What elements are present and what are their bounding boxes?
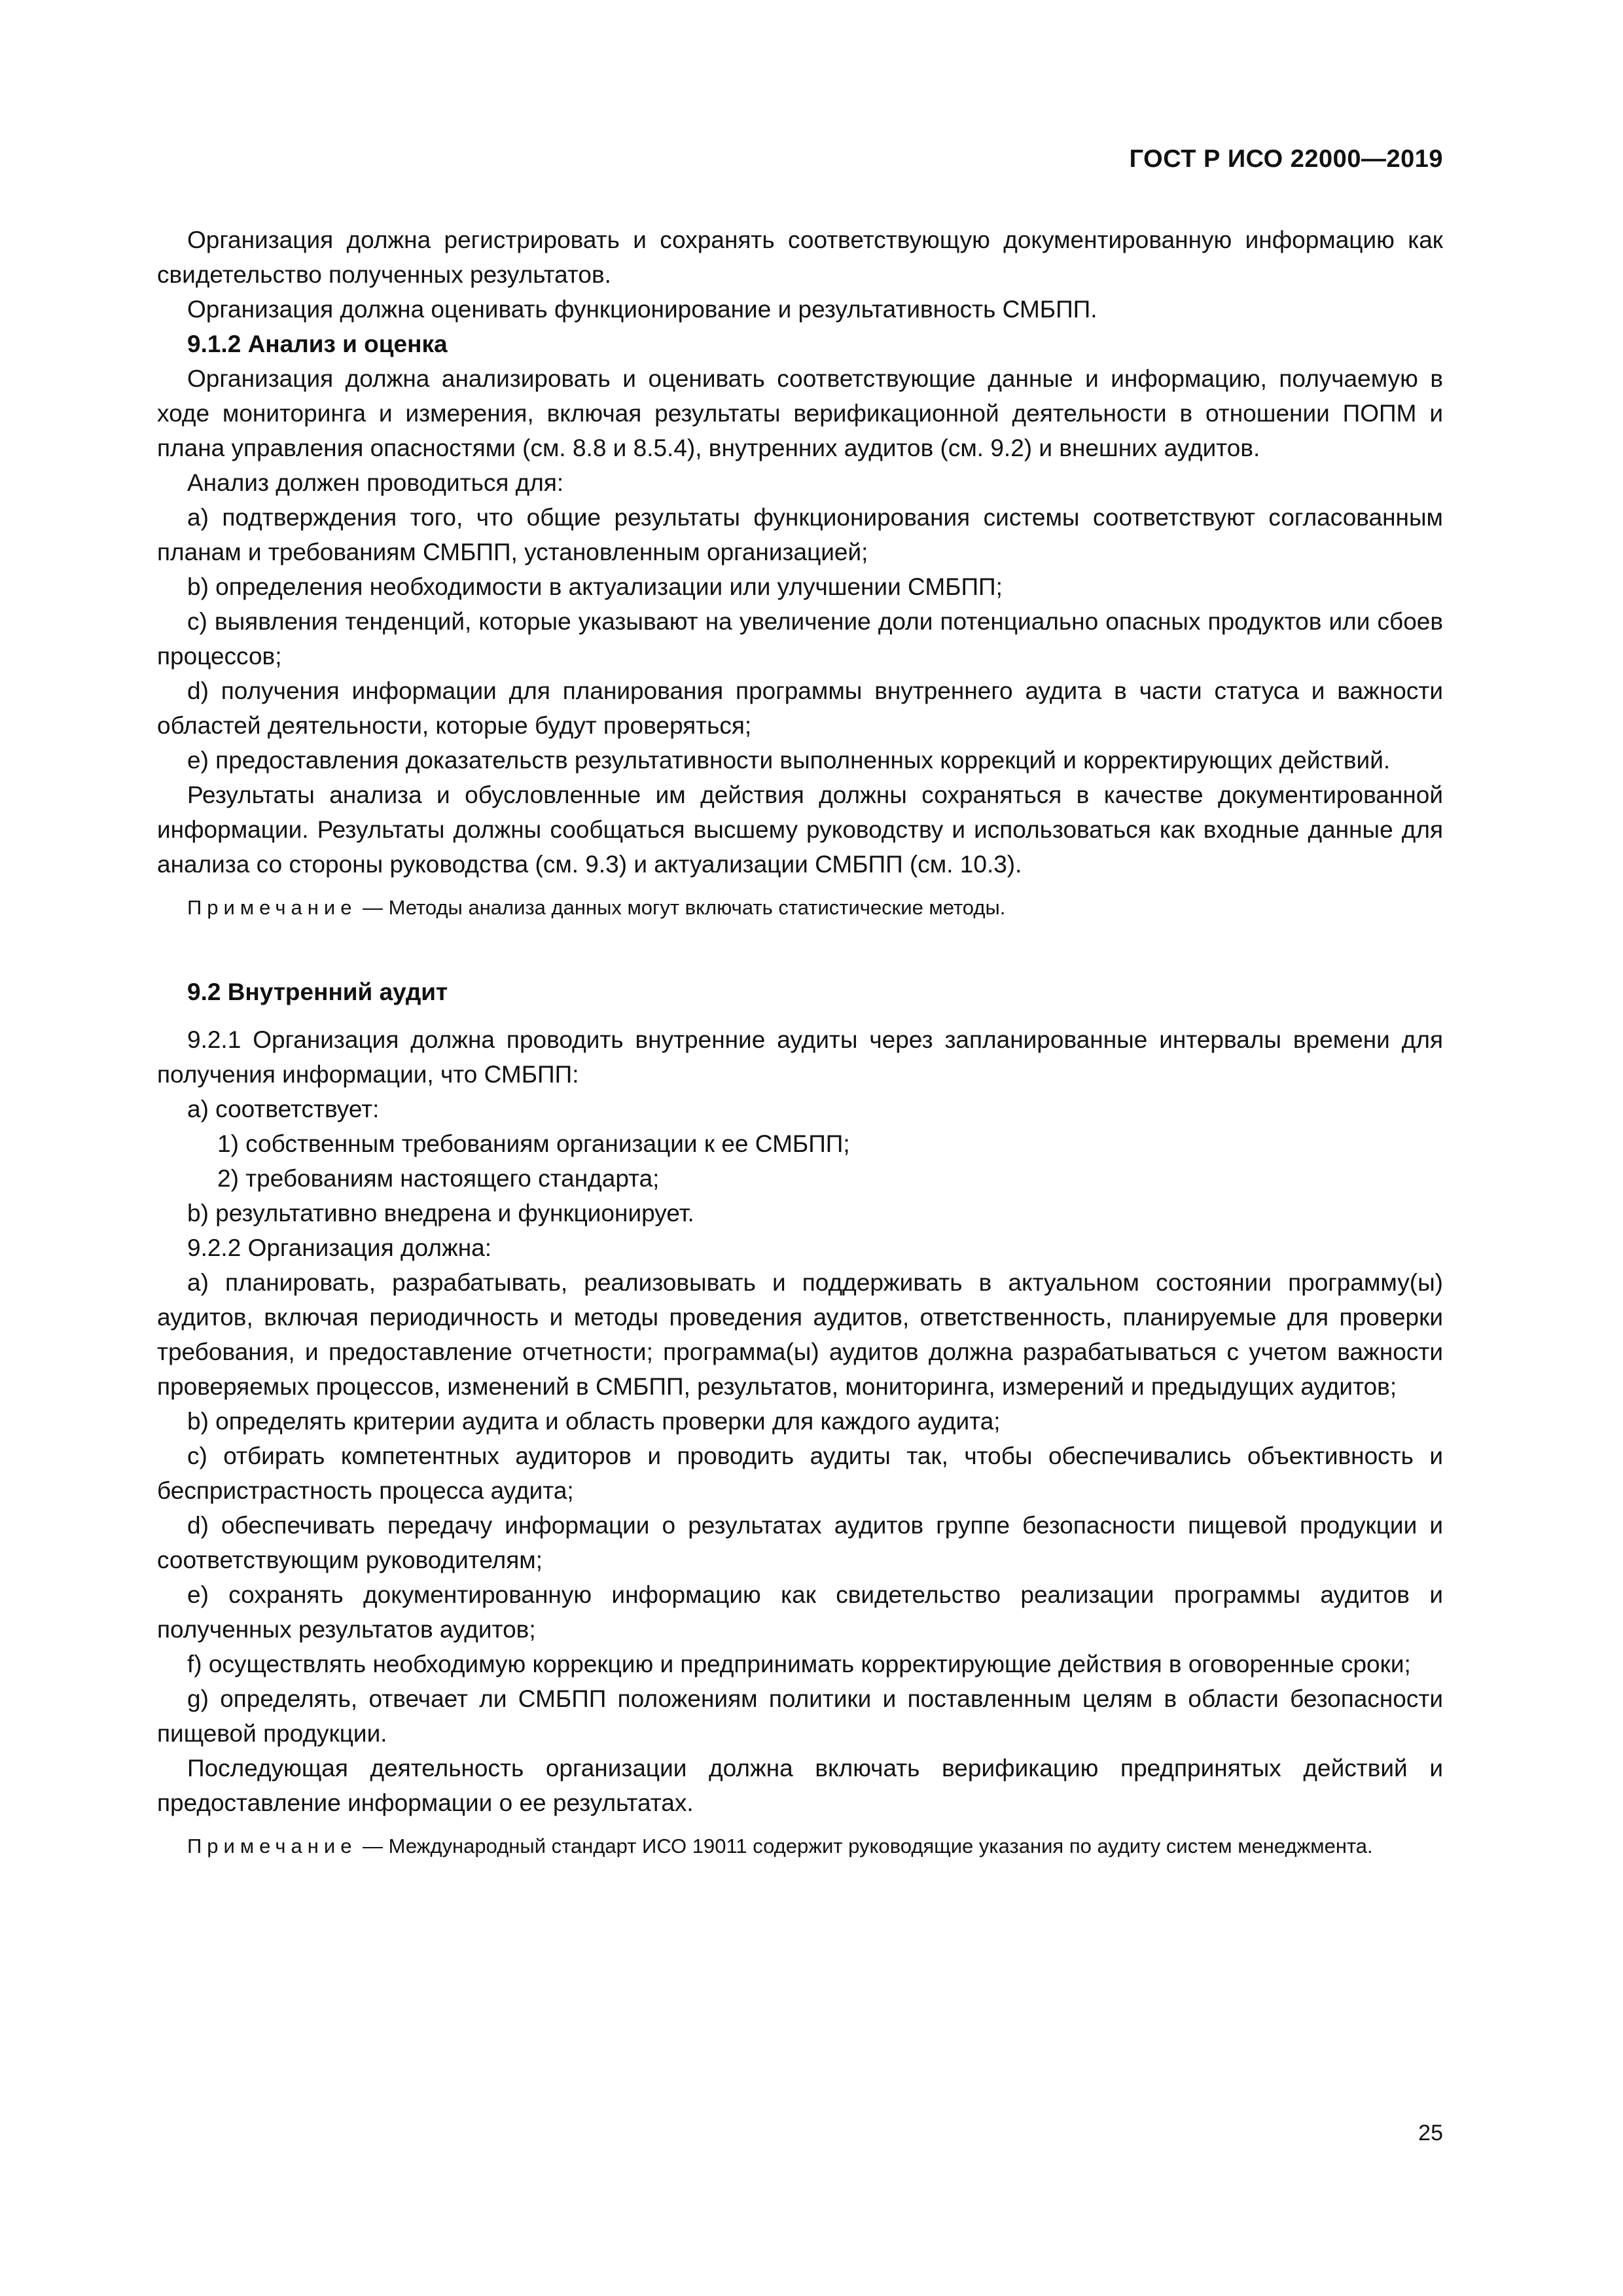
list-item: b) результативно внедрена и функционирует. — [187, 1200, 694, 1227]
paragraph: Последующая деятельность организации должна включать верификацию предпринятых действий и предоставление информации о ее результатах. — [157, 1755, 1443, 1816]
paragraph: Результаты анализа и обусловленные им действия должны сохраняться в качестве документированной информации. Результаты должны сообщаться высшему руководству и использоваться как входные данные для анализа со стороны руководства (см. 9.3) и актуализации СМБПП (см. 10.3). — [157, 781, 1443, 878]
page-number: 25 — [1418, 2121, 1443, 2145]
list-item: f) осуществлять необходимую коррекцию и предпринимать корректирующие действия в оговоренные сроки; — [187, 1651, 1411, 1677]
list-item: е) предоставления доказательств результативности выполненных коррекций и корректирующих действий. — [187, 747, 1391, 774]
list-item: с) выявления тенденций, которые указывают на увеличение доли потенциально опасных продуктов или сбоев процессов; — [157, 608, 1443, 670]
list-item: с) отбирать компетентных аудиторов и проводить аудиты так, чтобы обеспечивались объективность и беспристрастность процесса аудита; — [157, 1443, 1443, 1504]
note-text: — Международный стандарт ИСО 19011 содержит руководящие указания по аудиту систем менеджмента. — [357, 1835, 1373, 1857]
sub-list-item: 2) требованиям настоящего стандарта; — [217, 1165, 660, 1192]
document-header: ГОСТ Р ИСО 22000—2019 — [1129, 145, 1443, 173]
section-heading-9-1-2: 9.1.2 Анализ и оценка — [187, 331, 448, 357]
note — [157, 893, 1443, 922]
note-text: — Методы анализа данных могут включать статистические методы. — [357, 896, 1006, 919]
section-heading-9-2: 9.2 Внутренний аудит — [187, 978, 448, 1005]
paragraph: Организация должна оценивать функционирование и результативность СМБПП. — [187, 296, 1097, 323]
document-body — [157, 223, 1443, 1861]
list-item: d) получения информации для планирования программы внутреннего аудита в части статуса и важности областей деятельности, которые будут проверяться; — [157, 677, 1443, 739]
spacer — [157, 922, 1443, 951]
list-item: е) сохранять документированную информацию как свидетельство реализации программы аудитов и полученных результатов аудитов; — [157, 1581, 1443, 1643]
list-item: а) планировать, разрабатывать, реализовывать и поддерживать в актуальном состоянии программу(ы) аудитов, включая периодичность и методы проведения аудитов, ответственность, планируемые для проверки требования, и предоставление отчетности; программа(ы) аудитов должна разрабатываться с учетом важности проверяемых процессов, изменений в СМБПП, результатов, мониторинга, измерений и предыдущих аудитов; — [157, 1269, 1443, 1400]
sub-list-item: 1) собственным требованиям организации к ее СМБПП; — [217, 1130, 850, 1157]
note-label: Примечание — [187, 1835, 357, 1857]
list-item: d) обеспечивать передачу информации о результатах аудитов группе безопасности пищевой продукции и соответствующим руководителям; — [157, 1512, 1443, 1573]
list-item: g) определять, отвечает ли СМБПП положениям политики и поставленным целям в области безопасности пищевой продукции. — [157, 1685, 1443, 1747]
paragraph: Организация должна анализировать и оценивать соответствующие данные и информацию, получаемую в ходе мониторинга и измерения, включая результаты верификационной деятельности в отношении ПОПМ и плана управления опасностями (см. 8.8 и 8.5.4), внутренних аудитов (см. 9.2) и внешних аудитов. — [157, 365, 1443, 461]
list-item: а) соответствует: — [187, 1096, 380, 1122]
paragraph: Организация должна регистрировать и сохранять соответствующую документированную информацию как свидетельство полученных результатов. — [157, 226, 1443, 288]
paragraph: 9.2.1 Организация должна проводить внутренние аудиты через запланированные интервалы времени для получения информации, что СМБПП: — [157, 1026, 1443, 1088]
list-item: b) определения необходимости в актуализации или улучшении СМБПП; — [187, 573, 1003, 600]
list-item: а) подтверждения того, что общие результаты функционирования системы соответствуют согласованным планам и требованиям СМБПП, установленным организацией; — [157, 504, 1443, 565]
paragraph: Анализ должен проводиться для: — [187, 469, 564, 496]
note-label: Примечание — [187, 896, 357, 919]
note — [157, 1832, 1443, 1861]
list-item: b) определять критерии аудита и область проверки для каждого аудита; — [187, 1408, 1001, 1435]
paragraph: 9.2.2 Организация должна: — [187, 1234, 491, 1261]
